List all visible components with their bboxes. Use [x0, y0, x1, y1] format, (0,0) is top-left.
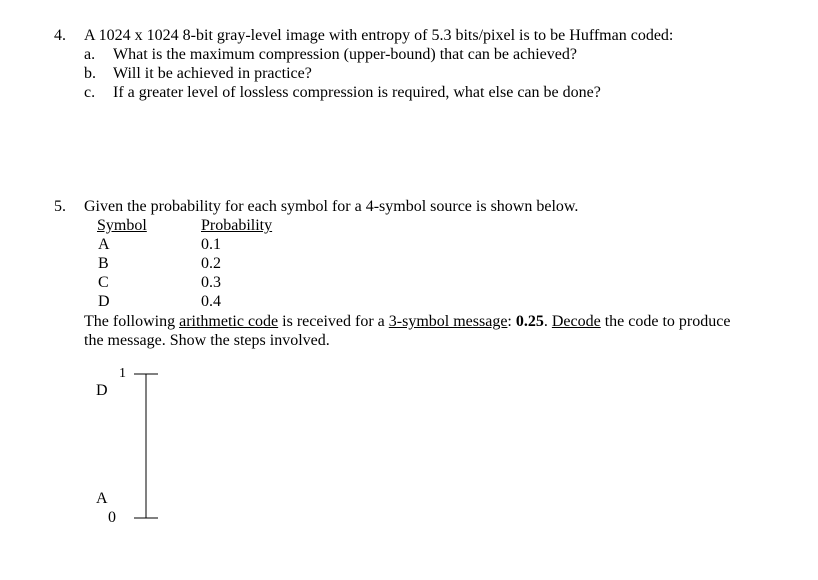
q4-number: 4. [54, 27, 66, 44]
q5-number: 5. [54, 198, 66, 215]
interval-lower-symbol: A [96, 490, 108, 507]
table-prob-c: 0.3 [201, 274, 221, 291]
table-header-symbol: Symbol [97, 217, 147, 234]
q4-part-a-text: What is the maximum compression (upper-bound) that can be achieved? [113, 46, 577, 63]
interval-bottom-label: 0 [108, 509, 116, 526]
q5-text: Given the probability for each symbol for a 4-symbol source is shown below. [84, 198, 579, 215]
q5-paragraph-line1: The following arithmetic code is received for a 3-symbol message: 0.25. Decode the code to produce [84, 313, 731, 330]
table-symbol-c: C [98, 274, 109, 291]
received-code-value: 0.25 [515, 313, 544, 330]
q4-text: A 1024 x 1024 8-bit gray-level image with entropy of 5.3 bits/pixel is to be Huffman coded: [84, 27, 674, 44]
q4-part-a-letter: a. [84, 46, 96, 63]
q4-part-b-text: Will it be achieved in practice? [113, 65, 312, 82]
table-symbol-a: A [98, 236, 110, 253]
interval-upper-symbol: D [96, 382, 108, 399]
table-prob-a: 0.1 [201, 236, 221, 253]
arithmetic-code-term: arithmetic code [179, 313, 279, 330]
decode-term: Decode [551, 313, 601, 330]
table-symbol-b: B [98, 255, 109, 272]
table-header-probability: Probability [201, 217, 273, 234]
q5-paragraph-line2: the message. Show the steps involved. [84, 332, 330, 349]
table-prob-b: 0.2 [201, 255, 221, 272]
q4-part-b-letter: b. [84, 65, 96, 82]
q4-part-c-letter: c. [84, 84, 96, 101]
table-symbol-d: D [98, 293, 110, 310]
table-prob-d: 0.4 [201, 293, 221, 310]
q4-part-c-text: If a greater level of lossless compression is required, what else can be done? [113, 84, 601, 101]
interval-top-label: 1 [119, 366, 126, 381]
message-length-term: 3-symbol message [388, 313, 508, 330]
